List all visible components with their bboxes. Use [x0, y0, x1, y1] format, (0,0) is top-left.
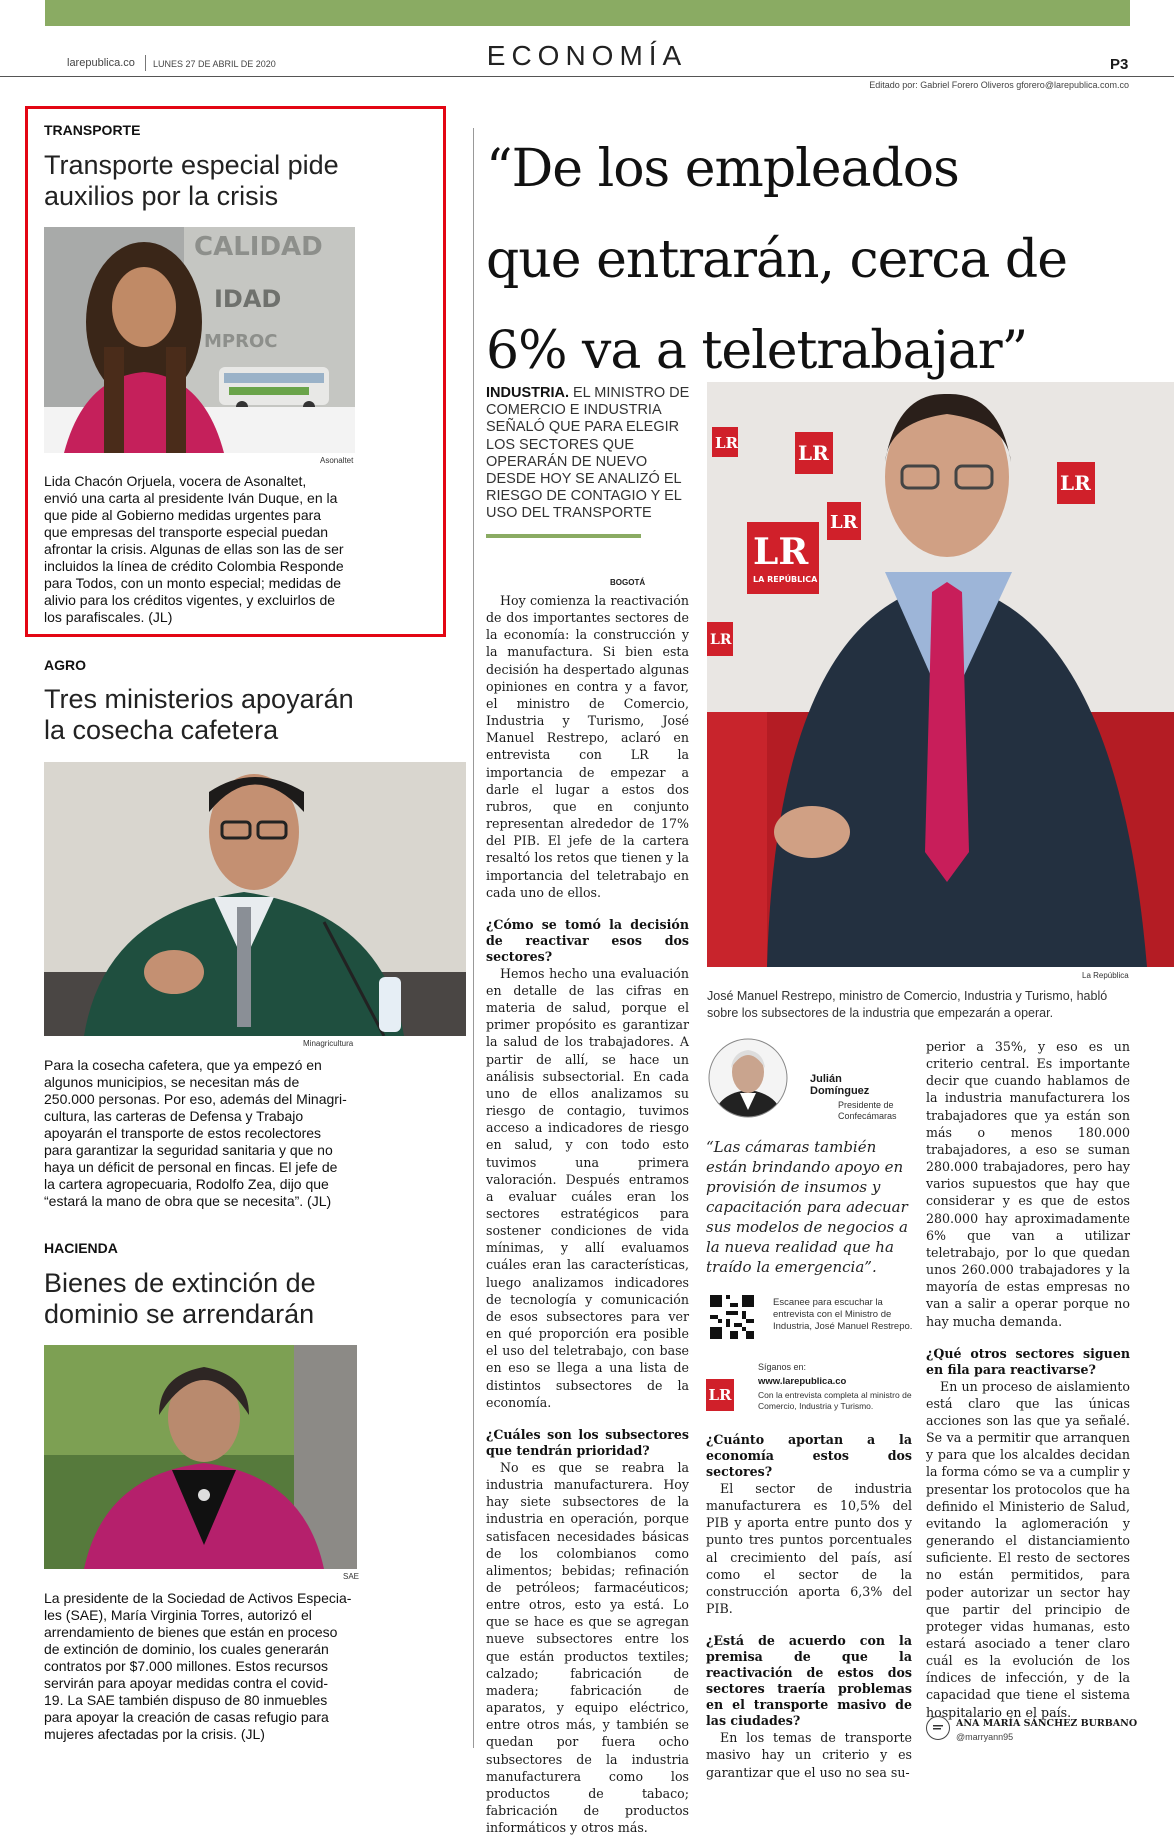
header-rule: [0, 76, 1174, 77]
article-paragraph: Hemos hecho una evaluación en detalle de las cifras en materia de salud, porque el primer propósito es garantizar la salud de los trabajadores. A partir de allí, se hace un análisis subsectorial. En cada uno de ellos analizamos su riesgo de contagio, tuvimos acceso a indicadores de riesgo en salud, y con todo esto tuvimos una primera valoración. Después entramos a evaluar cuáles eran los sectores estratégicos para sostener condiciones de vida mínimas, y allí evaluamos cuáles eran las características, luego analizamos indicadores de tecnología y comunicación de esos subsectores para ver en qué proporción era posible el uso del teletrabajo, con base en eso se llega a una lista de distintos subsectores de la economía.: [486, 965, 689, 1410]
dateline-city: BOGOTÁ: [610, 578, 646, 587]
brief-text: La presidente de la Sociedad de Activos Especia- les (SAE), María Virginia Torres, autorizó el arrendamiento de bienes que están en proceso de extinción de dominio, los cuales generarán contratos por $7.000 millones. Estos recursos servirán para apoyar medidas contra el covid- 19. La SAE también dispuso de 80 inmuebles para apoyar la creación de casas refugio para mujeres afectadas por la crisis. (JL): [44, 1590, 352, 1742]
source-quote: “Las cámaras también están brindando apoyo en provisión de insumos y capacitación para adecuar sus modelos de negocios a la nueva realidad que ha traído la emergencia”.: [706, 1138, 908, 1276]
column-divider: [473, 128, 474, 1748]
brief-photo-sae-president: [44, 1345, 357, 1569]
source-name: Julián Domínguez: [810, 1073, 870, 1097]
lead-accent-bar: [486, 534, 641, 538]
follow-text: Con la entrevista completa al ministro de Comercio, Industria y Turismo.: [758, 1390, 912, 1411]
author-name: ANA MARÍA SÁNCHEZ BURBANO: [956, 1718, 1138, 1729]
photo-credit: SAE: [343, 1572, 360, 1581]
top-color-bar: [45, 0, 1130, 26]
author-handle: @marryann95: [956, 1732, 1014, 1742]
article-paragraph: El sector de industria manufacturera es 10,5% del PIB y aporta entre punto dos y punto tres puntos porcentuales al crecimiento del país, así como el sector de la construcción aporta 6,3% del PIB.: [706, 1481, 912, 1617]
photo-credit: Asonaltet: [320, 456, 354, 465]
main-photo-minister: [707, 382, 1174, 967]
editor-credit: Editado por: Gabriel Forero Oliveros gforero@larepublica.com.co: [869, 80, 1129, 90]
brief-text: Lida Chacón Orjuela, vocera de Asonaltet, envió una carta al presidente Iván Duque, en la que pide al Gobierno medidas urgentes para que empresas del transporte especial puedan afrontar la crisis. Algunas de ellas son las de ser incluidos la línea de crédito Colombia Responde para Todos, con un monto especial; medidas de alivio para los créditos vigentes, y excluirlos de los parafiscales. (JL): [44, 473, 344, 625]
svg-text:CALIDAD: CALIDAD: [194, 232, 323, 262]
main-headline: “De los empleados que entrarán, cerca de 6% va a teletrabajar”: [486, 139, 1067, 381]
author-chat-icon: [926, 1716, 950, 1740]
site-name: larepublica.co: [67, 57, 135, 69]
article-paragraph: No es que se reabra la industria manufacturera. Hoy hay siete subsectores de la industria en operación, porque satisfacen necesidades básicas de los colombianos como alimentos; bebidas; refinación de petróleos; farmacéuticos; entre otros, esto ya está. Lo que se hace es que se agregan nueve subsectores entre los que están productos textiles; calzado; fabricación de madera; fabricación de aparatos, y equipo eléctrico, entre otros más, y también se quedan por fuera ocho subsectores de la industria manufacturera como los productos de tabaco; fabricación de productos informáticos y otros más.: [486, 1459, 689, 1836]
interview-question: ¿Cómo se tomó la decisión de reactivar esos dos sectores?: [486, 916, 689, 964]
follow-link[interactable]: www.larepublica.co: [758, 1376, 847, 1387]
svg-text:LR: LR: [710, 632, 732, 648]
brief-text: Para la cosecha cafetera, que ya empezó en algunos municipios, se necesitan más de 250.000 personas. Por eso, además del Minagri- cultura, las carteras de Defensa y Trabajo apoyarán el transporte de estos recolectores para garantizar la seguridad sanitaria y que no haya un déficit de personal en fincas. El jefe de la cartera agropecuaria, Rodolfo Zea, dijo que “estará la mano de obra que se necesita”. (JL): [44, 1057, 347, 1209]
brief-photo-spokeswoman: [44, 227, 355, 453]
photo-credit: Minagricultura: [303, 1039, 354, 1048]
qr-code-icon[interactable]: [710, 1295, 754, 1339]
issue-date: LUNES 27 DE ABRIL DE 2020: [153, 59, 276, 69]
interview-question: ¿Cuáles son los subsectores que tendrán prioridad?: [486, 1426, 689, 1458]
article-paragraph: En los temas de transporte masivo hay un criterio y es garantizar que el uso no sea su-: [706, 1730, 912, 1780]
source-portrait: [708, 1038, 788, 1118]
photo-credit: La República: [1082, 971, 1129, 980]
brief-category: HACIENDA: [44, 1240, 118, 1256]
photo-caption: José Manuel Restrepo, ministro de Comercio, Industria y Turismo, habló sobre los subsectores de la industria que empezarán a operar.: [707, 989, 1108, 1020]
brief-photo-minister-agriculture: [44, 762, 466, 1036]
svg-text:MPROC: MPROC: [204, 331, 278, 352]
follow-label: Síganos en:: [758, 1362, 807, 1372]
article-column-2: [706, 1432, 912, 1781]
article-paragraph: Hoy comienza la reactivación de dos importantes sectores de la economía: la construcción y la manufactura. Si bien esta decisión ha despertado algunas opiniones en contra y a favor, el ministro de Comercio, Industria y Turismo, José Manuel Restrepo, aclaró en entrevista con LR la importancia de empezar a darle el lugar a estos dos rubros, que en conjunto representan alrededor de 17% del PIB. El jefe de la cartera resaltó los retos que tienen y la importancia del teletrabajo en cada uno de ellos.: [486, 593, 689, 900]
brief-title: Tres ministerios apoyarán la cosecha cafetera: [44, 684, 354, 745]
article-column-3: [926, 1038, 1130, 1721]
brief-category: AGRO: [44, 657, 86, 673]
brief-category: TRANSPORTE: [44, 122, 141, 138]
interview-question: ¿Cuánto aportan a la economía estos dos sectores?: [706, 1432, 912, 1479]
article-paragraph: En un proceso de aislamiento está claro que las únicas acciones son las que ya señalé. Se va a permitir que arranquen y para que los alcaldes decidan la forma cómo se va a cumplir y presentar los protocolos que ha definido el Ministerio de Salud, evitando la aglomeración y generando el distanciamiento suficiente. El resto de sectores no están permitidos, para poder autorizar un sector hay que partir del principio de proteger vidas humanas, esto estará asociado a tener claro cuál es la evolución de los índices de infección, y de la capacidad que tiene el sistema hospitalario en el país.: [926, 1378, 1130, 1720]
svg-text:LR: LR: [830, 512, 858, 533]
article-paragraph: perior a 35%, y eso es un criterio central. Es importante decir que cuando hablamos de la industria manufacturera los trabajadores que ya están son más o menos 180.000 trabajadores, a eso se suman 280.000 trabajadores, pero hay varios supuestos que hay que considerar y es que de estos 280.000 hay aproximadamente 6% que van a utilizar teletrabajo, por lo que quedan unos 260.000 trabajadores y la mayoría de estas empresas no van a salir a operar porque no hay mucha demanda.: [926, 1039, 1130, 1329]
interview-question: ¿Está de acuerdo con la premisa de que la reactivación de estos dos sectores traería problemas en el transporte masivo de las ciudades?: [706, 1633, 912, 1729]
lr-logo-icon: LR: [706, 1379, 734, 1411]
svg-text:LR: LR: [753, 531, 809, 573]
article-lead: INDUSTRIA. EL MINISTRO DE COMERCIO E INDUSTRIA SEÑALÓ QUE PARA ELEGIR LOS SECTORES QUE OPERARÁN DE NUEVO DESDE HOY SE ANALIZÓ EL RIESGO DE CONTAGIO Y EL USO DEL TRANSPORTE: [486, 385, 690, 522]
section-title: ECONOMÍA: [486, 40, 688, 71]
brief-title: Transporte especial pide auxilios por la crisis: [44, 150, 339, 211]
svg-text:LR: LR: [798, 441, 829, 465]
qr-instructions: Escanee para escuchar la entrevista con el Ministro de Industria, José Manuel Restrepo.: [773, 1297, 913, 1332]
interview-question: ¿Qué otros sectores siguen en fila para reactivarse?: [926, 1345, 1130, 1377]
svg-text:LR: LR: [1060, 471, 1091, 495]
svg-text:IDAD: IDAD: [214, 285, 282, 313]
source-role: Presidente de Confecámaras: [838, 1100, 897, 1121]
page-number: P3: [1110, 56, 1129, 73]
svg-text:LA REPÚBLICA: LA REPÚBLICA: [753, 575, 818, 584]
svg-text:LR: LR: [715, 434, 739, 452]
article-column-1: [486, 592, 689, 1836]
brief-title: Bienes de extinción de dominio se arrendarán: [44, 1268, 316, 1329]
